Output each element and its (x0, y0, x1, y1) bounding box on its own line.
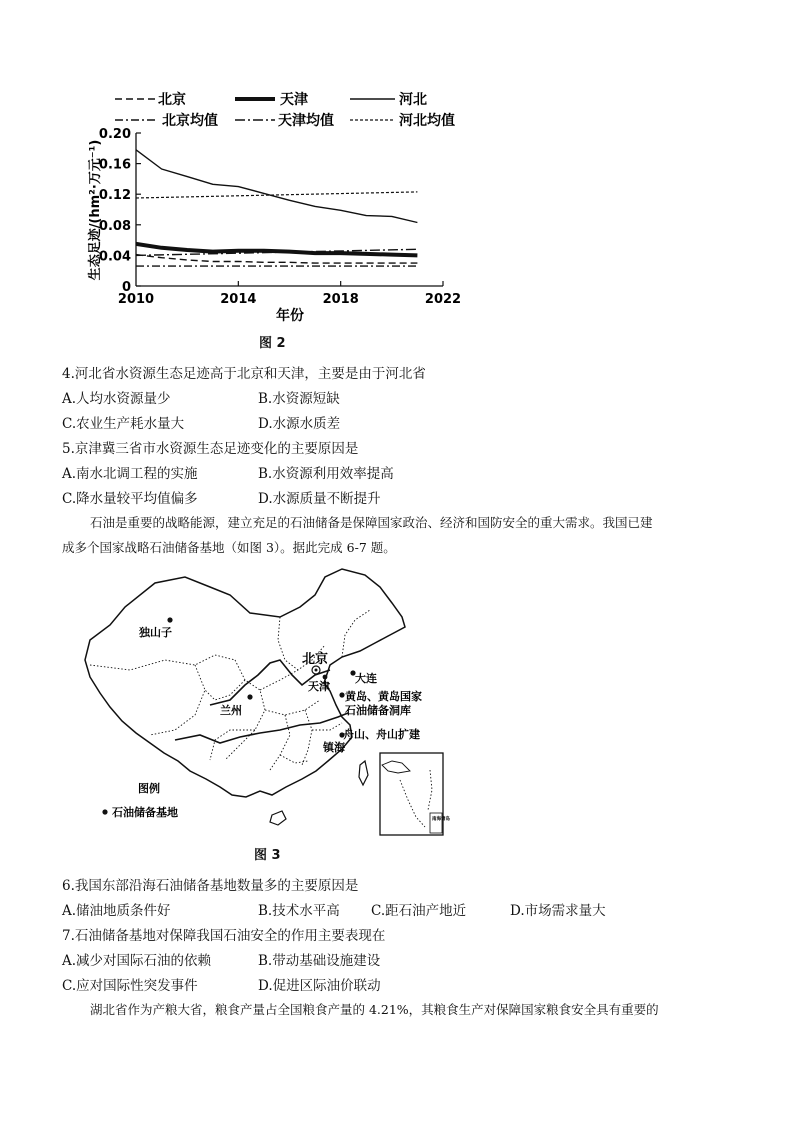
tianjin-label: 天津 (308, 680, 330, 693)
beijing-marker-dot (315, 669, 318, 672)
huangdao-label: 黄岛、黄岛国家 (345, 690, 422, 703)
x-tick-label: 2018 (322, 292, 359, 307)
x-axis-label: 年份 (276, 308, 304, 324)
dalian-label: 大连 (355, 672, 377, 685)
q6-option-c: C.距石油产地近 (371, 903, 467, 919)
q7-option-c: C.应对国际性突发事件 (62, 978, 198, 994)
q7-option-b: B.带动基础设施建设 (258, 953, 381, 969)
tianjin-marker (323, 675, 328, 680)
y-tick-label: 0.04 (98, 249, 131, 265)
q4-option-c: C.农业生产耗水量大 (62, 416, 185, 432)
map-legend-label: 石油储备基地 (112, 806, 178, 819)
figure-3-caption: 图 3 (254, 848, 281, 863)
q6-option-b: B.技术水平高 (258, 903, 340, 919)
hainan-island (270, 811, 286, 825)
q4-stem: 4.河北省水资源生态足迹高于北京和天津，主要是由于河北省 (62, 366, 426, 382)
legend-label-hebei-mean: 河北均值 (399, 113, 455, 129)
y-tick-label: 0.12 (98, 188, 131, 204)
q5-stem: 5.京津冀三省市水资源生态足迹变化的主要原因是 (62, 441, 359, 457)
rivers (175, 660, 348, 743)
dushanzi-label: 独山子 (139, 626, 172, 639)
ecological-footprint-chart (0, 80, 500, 330)
q4-option-d: D.水源水质差 (258, 416, 341, 432)
legend-label-tianjin: 天津 (280, 92, 308, 108)
q6-option-d: D.市场需求量大 (510, 903, 606, 919)
y-axis-label: 生态足迹/(hm²·万元⁻¹) (88, 139, 103, 281)
series-line-hebei (136, 150, 417, 223)
zhenhai-label: 镇海 (323, 741, 345, 754)
q5-option-d: D.水源质量不断提升 (258, 491, 381, 507)
legend-label-tianjin-mean: 天津均值 (278, 113, 334, 129)
q6-option-a: A.储油地质条件好 (62, 903, 171, 919)
figure-2-caption: 图 2 (259, 336, 286, 351)
dushanzi-marker (167, 617, 172, 622)
taiwan-island (359, 761, 368, 785)
q4-option-a: A.人均水资源量少 (62, 391, 171, 407)
lanzhou-label: 兰州 (220, 704, 242, 717)
huangdao-marker (339, 692, 344, 697)
y-tick-label: 0.20 (98, 127, 131, 142)
zhoushan-label: 舟山、舟山扩建 (343, 728, 420, 741)
map-legend-marker (102, 809, 107, 814)
q4-option-b: B.水资源短缺 (258, 391, 340, 407)
y-tick-label: 0 (121, 280, 131, 295)
passage-oil-line-2: 成多个国家战略石油储备基地（如图 3）。据此完成 6-7 题。 (62, 540, 396, 555)
legend-label-beijing: 北京 (158, 92, 186, 108)
q5-option-b: B.水资源利用效率提高 (258, 466, 394, 482)
q6-stem: 6.我国东部沿海石油储备基地数量多的主要原因是 (62, 878, 359, 894)
q7-option-a: A.减少对国际石油的依赖 (62, 953, 212, 969)
legend-label-hebei: 河北 (399, 92, 427, 108)
chart-legend (115, 91, 455, 129)
lanzhou-marker (247, 694, 252, 699)
x-tick-label: 2010 (117, 292, 155, 307)
huangdao-label-2: 石油储备洞库 (345, 704, 411, 717)
passage-hubei-line-1: 湖北省作为产粮大省，粮食产量占全国粮食产量的 4.21%，其粮食生产对保障国家粮食安全具有重要的 (90, 1002, 659, 1017)
y-tick-label: 0.16 (98, 157, 131, 173)
y-tick-label: 0.08 (98, 218, 131, 234)
q5-option-c: C.降水量较平均值偏多 (62, 491, 198, 507)
passage-oil-line-1: 石油是重要的战略能源，建立充足的石油储备是保障国家政治、经济和国防安全的重大需求。我国已建 (90, 515, 653, 530)
inset-label: 南海诸岛 (432, 817, 450, 822)
q5-option-a: A.南水北调工程的实施 (62, 466, 198, 482)
x-tick-label: 2022 (424, 292, 462, 307)
beijing-label: 北京 (302, 652, 329, 667)
inset-label-box (430, 813, 442, 833)
q7-stem: 7.石油储备基地对保障我国石油安全的作用主要表现在 (62, 928, 386, 944)
china-oil-reserve-map (80, 565, 450, 840)
x-tick-label: 2014 (220, 292, 257, 307)
map-legend-title: 图例 (138, 782, 160, 795)
q7-option-d: D.促进区际油价联动 (258, 978, 381, 994)
legend-label-beijing-mean: 北京均值 (162, 113, 218, 129)
